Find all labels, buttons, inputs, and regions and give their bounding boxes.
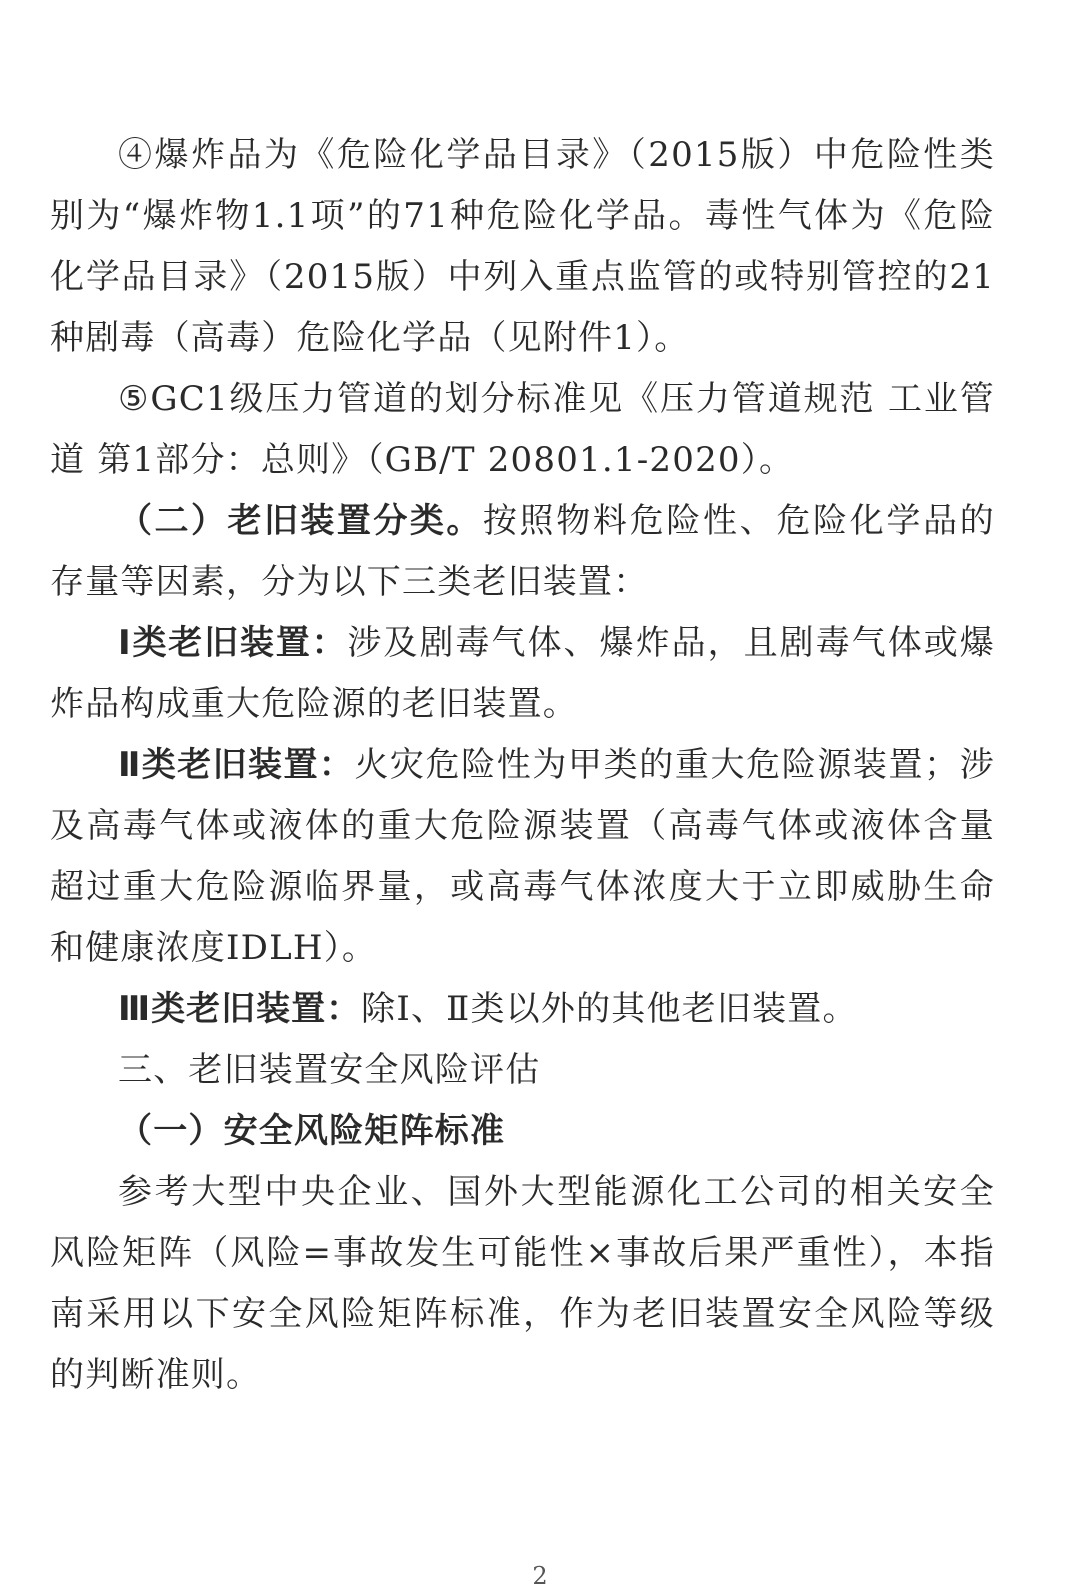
paragraph-class-1: [50, 613, 995, 735]
document-page: [50, 125, 995, 1406]
paragraph-explosives-note: ④爆炸品为《危险化学品目录》（2015版）中危险性类别为“爆炸物1.1项”的71种危险化学品。毒性气体为《危险化学品目录》（2015版）中列入重点监管的或特别管控的21种剧毒（高毒）危险化学品（见附件1）。: [50, 135, 995, 358]
class-1-lead: Ⅰ类老旧装置：: [118, 623, 348, 663]
classification-lead: （二）老旧装置分类。: [118, 501, 483, 541]
paragraph-classification: [50, 491, 995, 613]
page-number: 2: [532, 1562, 548, 1590]
subsection-heading-risk-matrix: （一）安全风险矩阵标准: [118, 1111, 506, 1151]
paragraph-class-2: [50, 735, 995, 979]
class-3-body: 除Ⅰ、Ⅱ类以外的其他老旧装置。: [361, 989, 858, 1029]
class-1-body: 涉及剧毒气体、爆炸品，且剧毒气体或爆炸品构成重大危险源的老旧装置。: [50, 623, 995, 724]
class-2-lead: Ⅱ类老旧装置：: [118, 745, 355, 785]
class-2-body: 火灾危险性为甲类的重大危险源装置；涉及高毒气体或液体的重大危险源装置（高毒气体或液体含量超过重大危险源临界量，或高毒气体浓度大于立即威胁生命和健康浓度IDLH）。: [50, 745, 995, 968]
paragraph-class-3: [50, 979, 995, 1040]
classification-body: 按照物料危险性、危险化学品的存量等因素，分为以下三类老旧装置：: [50, 501, 995, 602]
paragraph-risk-matrix: 参考大型中央企业、国外大型能源化工公司的相关安全风险矩阵（风险=事故发生可能性×事故后果严重性），本指南采用以下安全风险矩阵标准，作为老旧装置安全风险等级的判断准则。: [50, 1172, 995, 1395]
class-3-lead: Ⅲ类老旧装置：: [118, 989, 362, 1029]
paragraph-gc1-pipeline-note: ⑤GC1级压力管道的划分标准见《压力管道规范 工业管道 第1部分：总则》（GB/T 20801.1-2020）。: [50, 379, 995, 480]
section-heading-risk-assessment: 三、老旧装置安全风险评估: [118, 1050, 541, 1090]
